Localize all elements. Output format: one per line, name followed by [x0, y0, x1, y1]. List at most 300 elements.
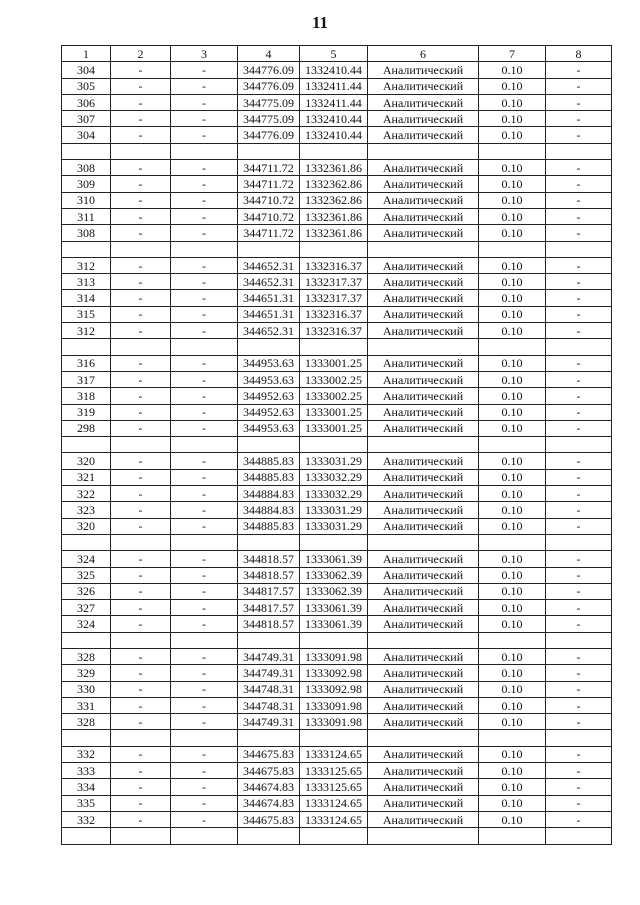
table-cell: 315 [62, 306, 111, 322]
table-cell: Аналитический [368, 257, 479, 273]
empty-cell [62, 339, 111, 355]
table-header-row [62, 46, 612, 62]
table-cell: 0.10 [479, 274, 546, 290]
table-cell: 344885.83 [238, 453, 300, 469]
table-cell: - [171, 811, 238, 827]
table-cell: - [171, 502, 238, 518]
empty-cell [368, 828, 479, 844]
table-cell: 344885.83 [238, 518, 300, 534]
table-cell: 344953.63 [238, 420, 300, 436]
table-cell: Аналитический [368, 388, 479, 404]
table-cell: - [111, 779, 171, 795]
table-cell: Аналитический [368, 371, 479, 387]
table-cell: - [546, 469, 612, 485]
table-cell: - [171, 518, 238, 534]
empty-cell [479, 828, 546, 844]
table-cell: 344952.63 [238, 404, 300, 420]
table-cell: - [171, 160, 238, 176]
table-cell: 1333091.98 [300, 648, 368, 664]
table-cell: - [546, 779, 612, 795]
table-row [62, 290, 612, 306]
table-cell: 0.10 [479, 518, 546, 534]
table-cell: Аналитический [368, 697, 479, 713]
table-cell: - [171, 192, 238, 208]
table-cell: - [546, 290, 612, 306]
table-cell: - [111, 811, 171, 827]
table-cell: Аналитический [368, 665, 479, 681]
table-cell: Аналитический [368, 795, 479, 811]
table-cell: - [546, 763, 612, 779]
table-cell: 0.10 [479, 160, 546, 176]
table-cell: 344953.63 [238, 371, 300, 387]
table-cell: - [546, 583, 612, 599]
empty-cell [368, 143, 479, 159]
empty-cell [300, 339, 368, 355]
table-cell: Аналитический [368, 469, 479, 485]
table-cell: 334 [62, 779, 111, 795]
empty-cell [238, 143, 300, 159]
table-cell: 344710.72 [238, 192, 300, 208]
table-cell: 344749.31 [238, 648, 300, 664]
table-cell: - [111, 453, 171, 469]
table-cell: - [171, 111, 238, 127]
column-header: 8 [546, 46, 612, 62]
table-cell: 0.10 [479, 420, 546, 436]
table-cell: Аналитический [368, 127, 479, 143]
table-cell: 318 [62, 388, 111, 404]
empty-cell [546, 339, 612, 355]
table-cell: Аналитический [368, 192, 479, 208]
column-header: 3 [171, 46, 238, 62]
table-cell: 0.10 [479, 192, 546, 208]
table-cell: Аналитический [368, 600, 479, 616]
table-cell: 1332361.86 [300, 160, 368, 176]
table-cell: 0.10 [479, 714, 546, 730]
empty-cell [479, 437, 546, 453]
table-row [62, 371, 612, 387]
table-cell: - [111, 371, 171, 387]
table-cell: 1333031.29 [300, 502, 368, 518]
table-cell: 1333032.29 [300, 486, 368, 502]
table-cell: 312 [62, 323, 111, 339]
table-row [62, 665, 612, 681]
table-row [62, 404, 612, 420]
table-cell: 344775.09 [238, 111, 300, 127]
table-cell: Аналитический [368, 62, 479, 78]
empty-cell [479, 534, 546, 550]
table-row [62, 681, 612, 697]
table-cell: - [111, 795, 171, 811]
table-cell: 0.10 [479, 502, 546, 518]
table-cell: - [546, 648, 612, 664]
table-cell: 329 [62, 665, 111, 681]
table-cell: Аналитический [368, 306, 479, 322]
table-cell: - [171, 486, 238, 502]
empty-cell [238, 437, 300, 453]
table-cell: - [111, 502, 171, 518]
table-cell: - [171, 306, 238, 322]
table-cell: 1332362.86 [300, 192, 368, 208]
table-cell: 1333001.25 [300, 355, 368, 371]
table-cell: 344651.31 [238, 306, 300, 322]
table-cell: 304 [62, 127, 111, 143]
table-cell: 320 [62, 518, 111, 534]
table-cell: - [546, 225, 612, 241]
table-cell: 1332361.86 [300, 208, 368, 224]
table-cell: 0.10 [479, 78, 546, 94]
table-row [62, 355, 612, 371]
table-cell: 1333031.29 [300, 453, 368, 469]
table-cell: 325 [62, 567, 111, 583]
table-body [62, 62, 612, 844]
empty-cell [546, 437, 612, 453]
table-cell: 0.10 [479, 355, 546, 371]
table-cell: Аналитический [368, 176, 479, 192]
table-cell: 327 [62, 600, 111, 616]
table-cell: 1333001.25 [300, 404, 368, 420]
empty-cell [300, 534, 368, 550]
table-cell: - [171, 746, 238, 762]
table-row [62, 127, 612, 143]
table-cell: 344953.63 [238, 355, 300, 371]
table-row [62, 225, 612, 241]
table-cell: Аналитический [368, 420, 479, 436]
table-row [62, 323, 612, 339]
empty-cell [62, 534, 111, 550]
table-cell: - [546, 62, 612, 78]
table-row [62, 518, 612, 534]
empty-cell [62, 828, 111, 844]
table-cell: 319 [62, 404, 111, 420]
table-cell: - [546, 697, 612, 713]
empty-cell [546, 632, 612, 648]
table-cell: 320 [62, 453, 111, 469]
table-cell: 0.10 [479, 257, 546, 273]
column-header: 6 [368, 46, 479, 62]
table-cell: 344711.72 [238, 160, 300, 176]
table-cell: 309 [62, 176, 111, 192]
table-cell: 0.10 [479, 111, 546, 127]
table-cell: Аналитический [368, 648, 479, 664]
table-cell: - [111, 404, 171, 420]
empty-cell [62, 241, 111, 257]
table-cell: - [171, 665, 238, 681]
table-row [62, 257, 612, 273]
table-cell: 0.10 [479, 306, 546, 322]
table-cell: Аналитический [368, 551, 479, 567]
table-cell: - [546, 404, 612, 420]
table-cell: 304 [62, 62, 111, 78]
table-cell: 310 [62, 192, 111, 208]
table-cell: - [546, 306, 612, 322]
empty-cell [111, 241, 171, 257]
table-cell: 308 [62, 225, 111, 241]
table-cell: 1333002.25 [300, 371, 368, 387]
table-cell: 344675.83 [238, 746, 300, 762]
table-cell: - [111, 127, 171, 143]
table-cell: - [111, 355, 171, 371]
table-cell: - [111, 94, 171, 110]
empty-cell [300, 437, 368, 453]
table-cell: 331 [62, 697, 111, 713]
table-cell: - [171, 453, 238, 469]
table-cell: 1332317.37 [300, 290, 368, 306]
table-cell: - [546, 160, 612, 176]
table-cell: - [111, 388, 171, 404]
table-cell: 1333091.98 [300, 714, 368, 730]
table-cell: 0.10 [479, 567, 546, 583]
table-cell: 1333124.65 [300, 811, 368, 827]
table-cell: 344710.72 [238, 208, 300, 224]
column-header: 2 [111, 46, 171, 62]
table-cell: 344776.09 [238, 62, 300, 78]
table-row [62, 62, 612, 78]
table-cell: - [111, 665, 171, 681]
table-cell: - [171, 62, 238, 78]
table-row [62, 160, 612, 176]
table-row [62, 697, 612, 713]
table-cell: 1333032.29 [300, 469, 368, 485]
table-row [62, 453, 612, 469]
empty-cell [62, 437, 111, 453]
table-cell: 0.10 [479, 127, 546, 143]
table-cell: 335 [62, 795, 111, 811]
column-header: 1 [62, 46, 111, 62]
table-cell: - [171, 697, 238, 713]
table-cell: - [171, 323, 238, 339]
empty-cell [238, 339, 300, 355]
table-cell: 0.10 [479, 486, 546, 502]
empty-cell [171, 143, 238, 159]
table-cell: 1333124.65 [300, 746, 368, 762]
table-cell: 1333031.29 [300, 518, 368, 534]
table-cell: - [546, 388, 612, 404]
table-cell: - [171, 714, 238, 730]
table-cell: 0.10 [479, 746, 546, 762]
table-cell: Аналитический [368, 681, 479, 697]
table-cell: Аналитический [368, 811, 479, 827]
empty-cell [479, 339, 546, 355]
table-cell: 344674.83 [238, 779, 300, 795]
coordinates-table [61, 45, 612, 845]
empty-cell [546, 730, 612, 746]
table-cell: - [111, 518, 171, 534]
empty-cell [546, 534, 612, 550]
table-cell: 0.10 [479, 763, 546, 779]
table-cell: - [111, 681, 171, 697]
table-cell: Аналитический [368, 518, 479, 534]
table-cell: - [546, 795, 612, 811]
table-cell: 344748.31 [238, 697, 300, 713]
table-cell: - [111, 583, 171, 599]
empty-cell [111, 339, 171, 355]
empty-cell [300, 828, 368, 844]
empty-cell [238, 241, 300, 257]
table-cell: - [171, 94, 238, 110]
table-cell: 344675.83 [238, 763, 300, 779]
table-cell: 307 [62, 111, 111, 127]
table-cell: 0.10 [479, 453, 546, 469]
table-cell: 1332411.44 [300, 78, 368, 94]
spacer-row [62, 828, 612, 844]
table-cell: Аналитический [368, 583, 479, 599]
table-cell: - [171, 257, 238, 273]
empty-cell [546, 828, 612, 844]
table-cell: Аналитический [368, 111, 479, 127]
table-cell: Аналитический [368, 323, 479, 339]
table-cell: - [546, 323, 612, 339]
table-cell: 0.10 [479, 551, 546, 567]
table-cell: - [546, 127, 612, 143]
table-row [62, 94, 612, 110]
table-cell: - [111, 469, 171, 485]
table-cell: 333 [62, 763, 111, 779]
empty-cell [171, 534, 238, 550]
table-row [62, 616, 612, 632]
table-cell: - [546, 567, 612, 583]
table-cell: - [111, 486, 171, 502]
column-header: 4 [238, 46, 300, 62]
table-cell: 0.10 [479, 176, 546, 192]
table-cell: - [546, 486, 612, 502]
table-cell: 298 [62, 420, 111, 436]
table-row [62, 567, 612, 583]
table-cell: 1332361.86 [300, 225, 368, 241]
empty-cell [111, 632, 171, 648]
empty-cell [171, 632, 238, 648]
table-cell: 324 [62, 551, 111, 567]
table-cell: - [111, 257, 171, 273]
empty-cell [238, 828, 300, 844]
table-cell: - [111, 290, 171, 306]
empty-cell [368, 241, 479, 257]
table-cell: 344817.57 [238, 583, 300, 599]
table-cell: 344818.57 [238, 567, 300, 583]
table-cell: 1333124.65 [300, 795, 368, 811]
table-cell: 1332411.44 [300, 94, 368, 110]
table-cell: 344711.72 [238, 225, 300, 241]
table-cell: - [546, 420, 612, 436]
empty-cell [546, 241, 612, 257]
empty-cell [111, 828, 171, 844]
table-cell: 344884.83 [238, 486, 300, 502]
table-cell: - [546, 274, 612, 290]
table-cell: - [111, 567, 171, 583]
empty-cell [479, 143, 546, 159]
table-cell: 0.10 [479, 404, 546, 420]
table-cell: - [171, 420, 238, 436]
table-cell: 0.10 [479, 469, 546, 485]
table-cell: - [171, 779, 238, 795]
spacer-row [62, 437, 612, 453]
table-cell: Аналитический [368, 567, 479, 583]
empty-cell [171, 241, 238, 257]
table-cell: - [546, 94, 612, 110]
table-cell: 344776.09 [238, 127, 300, 143]
table-cell: 344652.31 [238, 323, 300, 339]
empty-cell [111, 437, 171, 453]
table-cell: 1333125.65 [300, 779, 368, 795]
table-cell: 1332362.86 [300, 176, 368, 192]
table-cell: 0.10 [479, 795, 546, 811]
table-cell: Аналитический [368, 274, 479, 290]
spacer-row [62, 730, 612, 746]
table-row [62, 502, 612, 518]
table-row [62, 714, 612, 730]
table-cell: Аналитический [368, 290, 479, 306]
table-cell: - [171, 290, 238, 306]
table-cell: 344711.72 [238, 176, 300, 192]
table-cell: 330 [62, 681, 111, 697]
table-cell: - [111, 78, 171, 94]
table-cell: 1333091.98 [300, 697, 368, 713]
table-cell: - [111, 111, 171, 127]
table-cell: 328 [62, 648, 111, 664]
empty-cell [238, 730, 300, 746]
table-cell: - [546, 665, 612, 681]
table-cell: 344818.57 [238, 551, 300, 567]
table-cell: - [546, 453, 612, 469]
table-cell: 1332316.37 [300, 306, 368, 322]
table-cell: 0.10 [479, 681, 546, 697]
table-cell: Аналитический [368, 616, 479, 632]
table-cell: - [546, 746, 612, 762]
table-cell: - [171, 567, 238, 583]
empty-cell [368, 437, 479, 453]
table-cell: - [171, 551, 238, 567]
table-cell: - [111, 160, 171, 176]
empty-cell [62, 632, 111, 648]
table-cell: 0.10 [479, 371, 546, 387]
table-cell: 332 [62, 811, 111, 827]
table-cell: - [171, 127, 238, 143]
table-cell: Аналитический [368, 453, 479, 469]
table-cell: 1332410.44 [300, 127, 368, 143]
table-row [62, 795, 612, 811]
table-cell: 324 [62, 616, 111, 632]
table-cell: - [111, 323, 171, 339]
table-cell: - [546, 208, 612, 224]
table-row [62, 600, 612, 616]
table-cell: - [171, 648, 238, 664]
table-cell: - [171, 583, 238, 599]
table-cell: - [546, 681, 612, 697]
table-row [62, 208, 612, 224]
table-cell: 344775.09 [238, 94, 300, 110]
table-cell: - [546, 371, 612, 387]
empty-cell [111, 730, 171, 746]
empty-cell [368, 730, 479, 746]
table-row [62, 763, 612, 779]
table-cell: - [171, 78, 238, 94]
table-cell: - [546, 518, 612, 534]
table-cell: 328 [62, 714, 111, 730]
table-cell: - [546, 600, 612, 616]
table-cell: Аналитический [368, 763, 479, 779]
empty-cell [300, 632, 368, 648]
table-cell: Аналитический [368, 225, 479, 241]
table-cell: Аналитический [368, 355, 479, 371]
table-cell: - [111, 551, 171, 567]
empty-cell [171, 437, 238, 453]
empty-cell [111, 534, 171, 550]
table-cell: 344884.83 [238, 502, 300, 518]
table-cell: 326 [62, 583, 111, 599]
table-row [62, 111, 612, 127]
table-cell: - [171, 371, 238, 387]
spacer-row [62, 534, 612, 550]
table-cell: 344817.57 [238, 600, 300, 616]
